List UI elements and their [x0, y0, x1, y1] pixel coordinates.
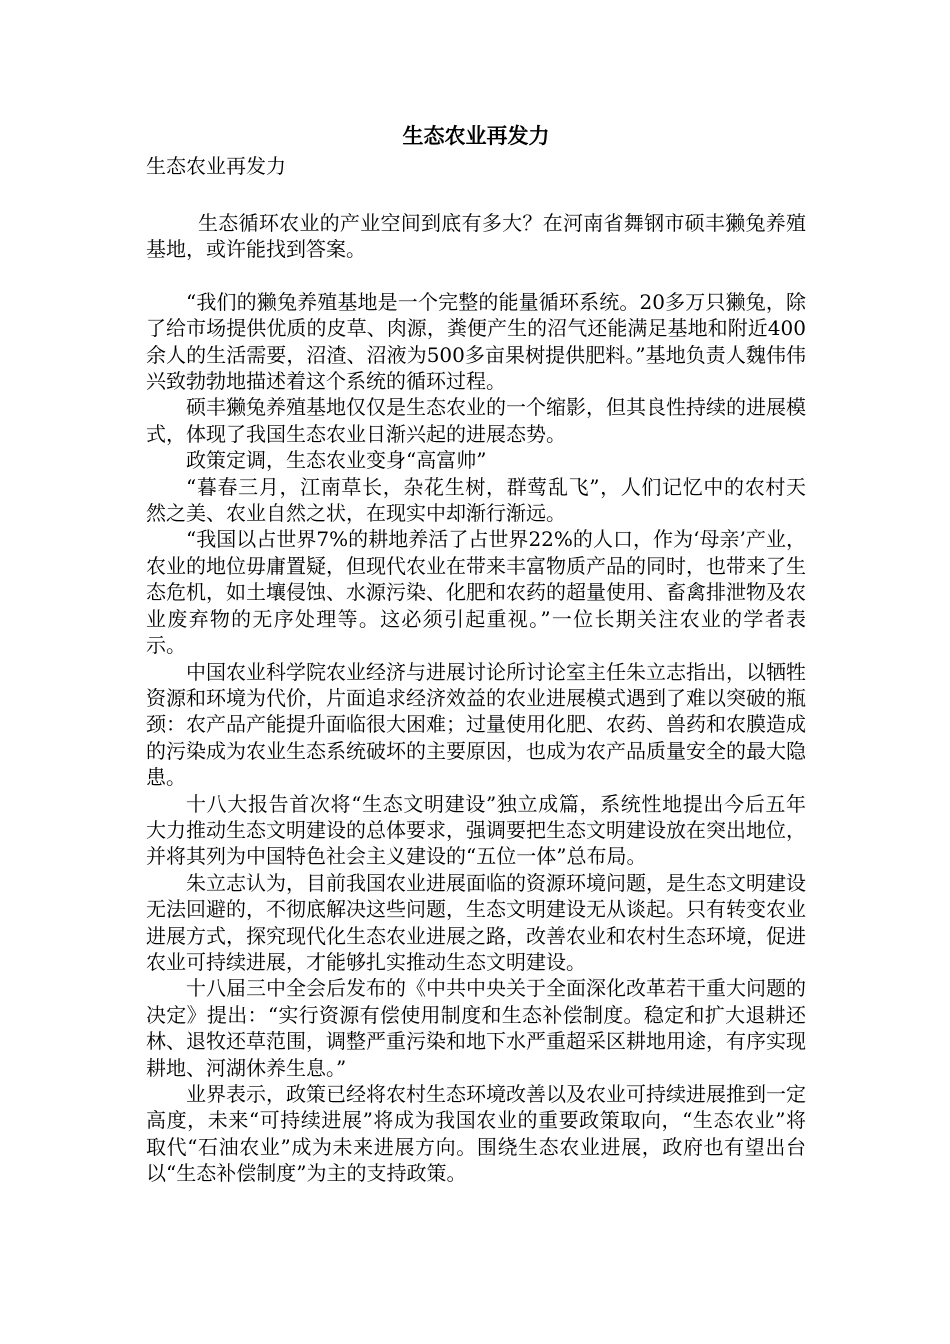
paragraph-base-summary: 硕丰獭兔养殖基地仅仅是生态农业的一个缩影，但其良性持续的进展模式，体现了我国生态农业日渐兴起的进展态势。: [146, 395, 806, 446]
paragraph-industry-view: 业界表示，政策已经将农村生态环境改善以及农业可持续进展推到一定高度，未来“可持续进展”将成为我国农业的重要政策取向，“生态农业”将取代“石油农业”成为未来进展方向。围绕生态农业进展，政府也有望出台以“生态补偿制度”为主的支持政策。: [146, 1082, 806, 1186]
section-heading-policy: 政策定调，生态农业变身“高富帅”: [186, 448, 487, 473]
document-title: 生态农业再发力: [402, 123, 550, 148]
paragraph-quote-base: “我们的獭兔养殖基地是一个完整的能量循环系统。20多万只獭兔，除了给市场提供优质的皮草、肉源，粪便产生的沼气还能满足基地和附近400余人的生活需要，沼渣、沼液为500多亩果树提供肥料。”基地负责人魏伟伟兴致勃勃地描述着这个系统的循环过程。: [146, 289, 806, 394]
paragraph-third-plenum: 十八届三中全会后发布的《中共中央关于全面深化改革若干重大问题的决定》提出：“实行资源有偿使用制度和生态补偿制度。稳定和扩大退耕还林、退牧还草范围，调整严重污染和地下水严重超采区耕地用途，有序实现耕地、河湖休养生息。”: [146, 976, 806, 1080]
document-subtitle: 生态农业再发力: [146, 154, 286, 178]
document-page: [146, 120, 806, 1187]
paragraph-poem: “暮春三月，江南草长，杂花生树，群莺乱飞”，人们记忆中的农村天然之美、农业自然之状，在现实中却渐行渐远。: [146, 474, 806, 526]
paragraph-scholar-quote: “我国以占世界7%的耕地养活了占世界22%的人口，作为‘母亲’产业，农业的地位毋庸置疑，但现代农业在带来丰富物质产品的同时，也带来了生态危机，如土壤侵蚀、水源污染、化肥和农药的超量使用、畜禽排泄物及农业废弃物的无序处理等。这必须引起重视。”一位长期关注农业的学者表示。: [146, 527, 806, 658]
paragraph-18th-congress: 十八大报告首次将“生态文明建设”独立成篇，系统性地提出今后五年大力推动生态文明建设的总体要求，强调要把生态文明建设放在突出地位，并将其列为中国特色社会主义建设的“五位一体”总布局。: [146, 791, 806, 869]
paragraph-zhu-view: 朱立志认为，目前我国农业进展面临的资源环境问题，是生态文明建设无法回避的，不彻底解决这些问题，生态文明建设无从谈起。只有转变农业进展方式，探究现代化生态农业进展之路，改善农业和农村生态环境，促进农业可持续进展，才能够扎实推动生态文明建设。: [146, 870, 806, 974]
paragraph-intro: 生态循环农业的产业空间到底有多大？在河南省舞钢市硕丰獭兔养殖基地，或许能找到答案。: [146, 211, 806, 262]
paragraph-zhu-lizhi: 中国农业科学院农业经济与进展讨论所讨论室主任朱立志指出，以牺牲资源和环境为代价，片面追求经济效益的农业进展模式遇到了难以突破的瓶颈：农产品产能提升面临很大困难；过量使用化肥、农药、兽药和农膜造成的污染成为农业生态系统破坏的主要原因，也成为农产品质量安全的最大隐患。: [146, 659, 806, 790]
